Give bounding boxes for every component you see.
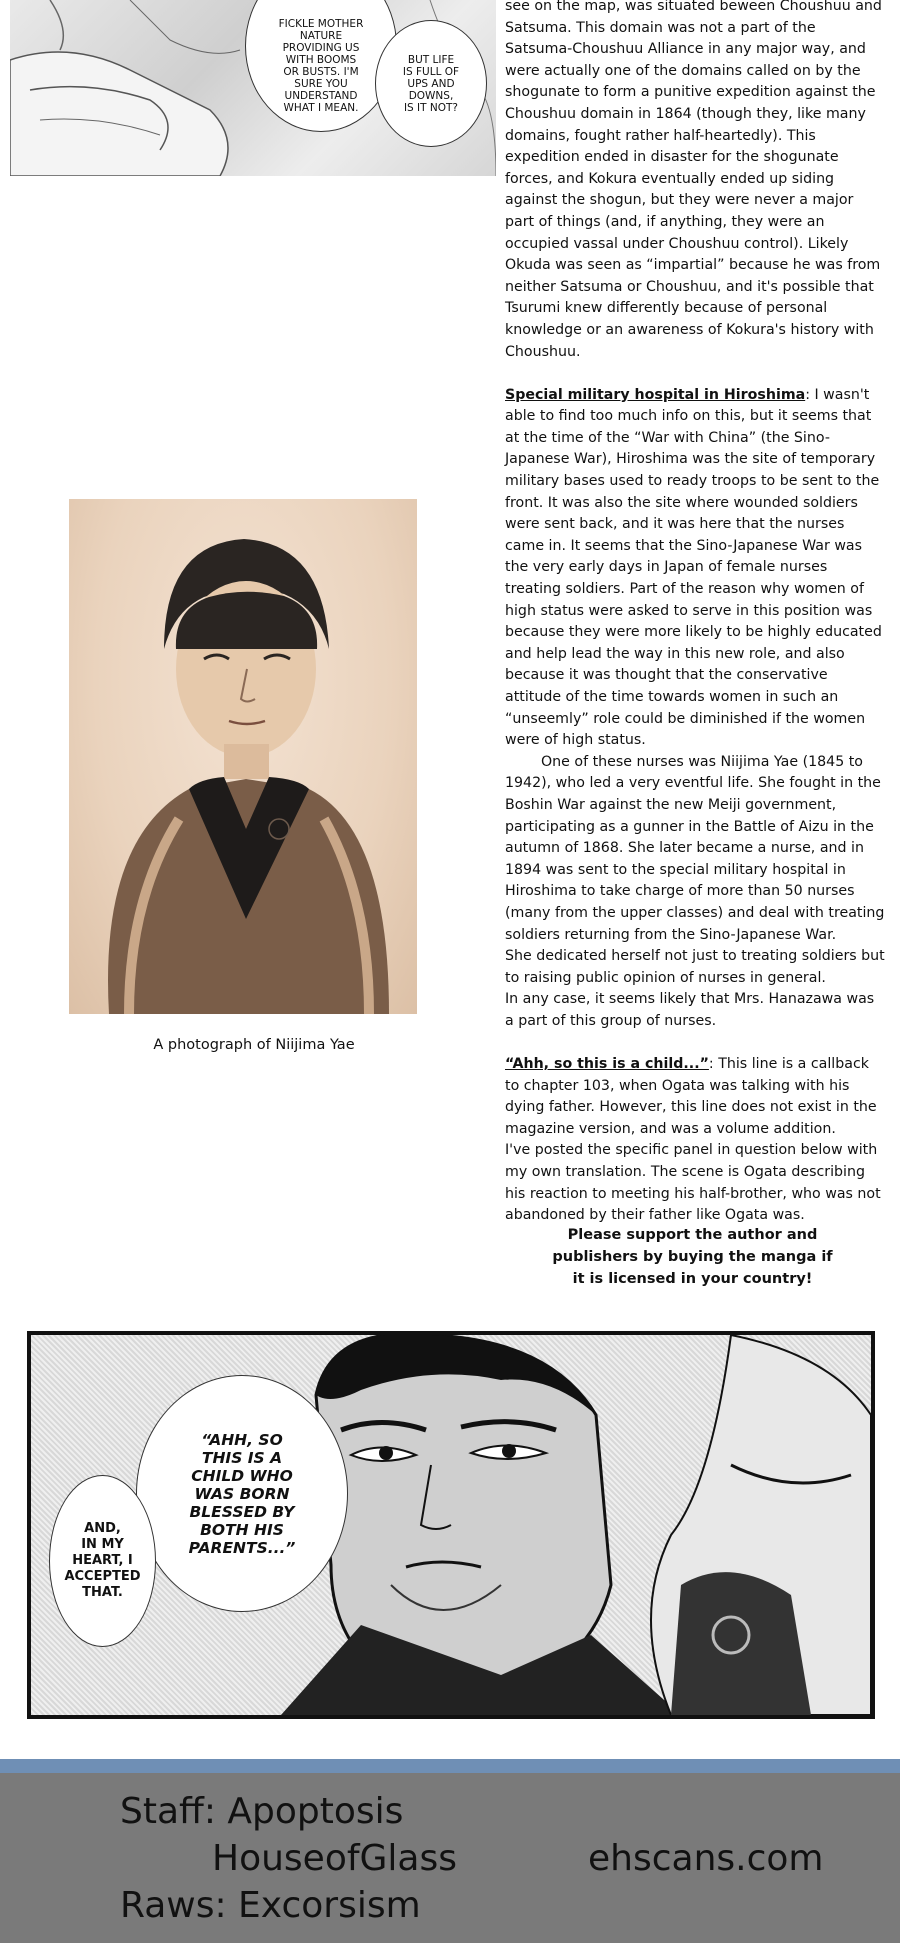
speech-bubble-heart [49,1475,156,1647]
photograph-niijima-yae [69,499,417,1014]
bubble-line: OR BUSTS. I'M [283,66,359,78]
support-line: it is licensed in your country! [572,1271,813,1287]
photo-caption: A photograph of Niijima Yae [153,1037,355,1053]
support-line: publishers by buying the manga if [552,1249,833,1265]
manga-panel-top [10,0,496,176]
note-body: : I wasn't able to find too much info on this, but it seems that at the time of the “War with China” (the Sino-Japanese War), Hiroshima was the site of temporary military bases used to ready troops to be sent to the front. It was also the site where wounded soldiers were sent back, and it was here that the nurses came in. It seems that the Sino-Japanese War was the very early days in Japan of female nurses treating soldiers. Part of the reason why women of high status were asked to serve in this position was because they were more likely to be highly educated and help lead the way in this new role, and also because it was thought that the conservative attitude of the time towards women in such an “unseemly” role could be diminished if the women were of high status. [505,386,882,749]
bubble-line: IS IT NOT? [403,101,459,114]
bubble-line: NATURE [299,30,343,42]
portrait-drawing [69,499,417,1014]
bubble-line: IS FULL OF [402,65,460,78]
manga-panel-bottom [27,1331,875,1719]
note-paragraph [505,385,885,752]
bubble-line: UPS AND [407,77,455,90]
speech-bubble-right [375,20,487,147]
footer-stripe [0,1759,900,1773]
staff-credits [0,1773,900,1943]
bubble-line: HEART, I [72,1553,133,1568]
bubble-line: WHAT I MEAN. [283,102,359,114]
site-url: ehscans.com [588,1838,824,1879]
bubble-line: THIS IS A [201,1448,283,1467]
bubble-line: UNDERSTAND [284,90,358,102]
note-paragraph: I've posted the specific panel in question below with my own translation. The scene is Ogata describing his reaction to meeting his half-brother, who was not abandoned by their father like Ogata was. [505,1142,881,1224]
note-paragraph: see on the map, was situated beween Choushuu and Satsuma. This domain was not a part of the Satsuma-Choushuu Alliance in any major way, and were actually one of the domains called on by the shogunate to form a punitive expedition against the Choushuu domain in 1864 (though they, like many domains, fought rather half-heartedly). This expedition ended in disaster for the shogunate forces, and Kokura eventually ended up siding against the shogun, but they were never a major part of things (and, if anything, they were an occupied vassal under Choushuu control). Likely Okuda was seen as “impartial” because he was from neither Satsuma or Choushuu, and it's possible that Tsurumi knew differently because of personal knowledge or an awareness of Kokura's history with Choushuu. [505,0,882,360]
bubble-line: BLESSED BY [189,1502,295,1521]
bubble-line: “AHH, SO [201,1430,283,1449]
bubble-line: FICKLE MOTHER [278,18,364,30]
bubble-line: SURE YOU [294,78,348,90]
support-line: Please support the author and [567,1227,818,1243]
translator-notes [505,0,885,1227]
bubble-line: PARENTS...” [188,1538,296,1557]
note-body: : This line is a callback to chapter 103, when Ogata was talking with his dying father. However, this line does not exist in the magazine version, and was a volume addition. [505,1056,877,1137]
bubble-line: WAS BORN [194,1484,290,1503]
support-notice [550,1224,835,1290]
bubble-line: IN MY [81,1537,124,1552]
bubble-line: PROVIDING US [282,42,360,54]
staff-name: HouseofGlass [212,1838,457,1879]
speech-bubble-quote [136,1375,348,1612]
bubble-line: AND, [84,1521,121,1536]
bubble-line: THAT. [82,1585,123,1600]
note-paragraph [505,1054,885,1140]
note-heading: “Ahh, so this is a child...” [505,1056,709,1073]
note-paragraph: She dedicated herself not just to treating soldiers but to raising public opinion of nurses in general. [505,948,885,986]
staff-line: Staff: Apoptosis [120,1791,404,1832]
note-heading: Special military hospital in Hiroshima [505,386,806,403]
bubble-line: DOWNS, [408,89,454,102]
note-paragraph: In any case, it seems likely that Mrs. Hanazawa was a part of this group of nurses. [505,991,875,1029]
raws-line: Raws: Excorsism [120,1885,421,1926]
note-paragraph: One of these nurses was Niijima Yae (1845 to 1942), who led a very eventful life. She fought in the Boshin War against the new Meiji government, participating as a gunner in the Battle of Aizu in the autumn of 1868. She later became a nurse, and in 1894 was sent to the special military hospital in Hiroshima to take charge of more than 50 nurses (many from the upper classes) and deal with treating soldiers returning from the Sino-Japanese War. [505,753,885,943]
bubble-line: BOTH HIS [200,1520,284,1539]
bubble-line: WITH BOOMS [285,54,357,66]
bubble-line: ACCEPTED [64,1569,141,1584]
bubble-line: CHILD WHO [191,1466,293,1485]
bubble-line: BUT LIFE [407,53,455,66]
